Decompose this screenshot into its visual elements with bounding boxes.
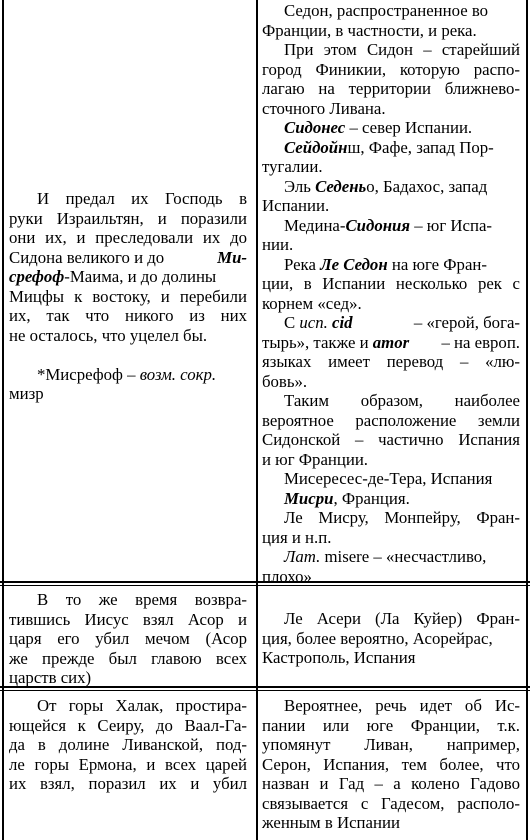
text-line (262, 138, 520, 158)
text-line: сточного Ливана. (262, 98, 386, 118)
text-line: пании или юге Франции, т.к. (262, 715, 520, 735)
text-fragment: -Маима, и до долины (64, 267, 217, 286)
text-line: Сидонской – частично Испания (262, 430, 520, 449)
text-line (9, 267, 247, 287)
text-fragment: Эль (284, 176, 316, 196)
table-row-divider-double (0, 690, 530, 691)
text-line: ция и н.п. (262, 527, 332, 547)
text-fragment: – на европ. (441, 332, 520, 352)
text-line (262, 118, 520, 138)
emphasis-text: Седень (315, 176, 367, 196)
text-line (262, 333, 520, 353)
text-line: упомянут Ливан, например, (262, 735, 520, 754)
text-line: тугалии. (262, 157, 323, 176)
text-line: Седон, распространенное во (284, 1, 489, 20)
emphasis-text: Ле Седон (320, 254, 388, 274)
text-fragment: на юге Фран- (387, 254, 487, 274)
text-fragment: – «герой, бога- (413, 313, 520, 332)
text-line: же прежде был главою всех (9, 648, 247, 668)
text-line: женным в Испании (262, 813, 400, 832)
text-line: В то же время возвра- (37, 590, 247, 609)
text-line (262, 313, 520, 333)
text-line: руки Израильтян, и поразили (9, 208, 247, 228)
text-line: корнем «сед». (262, 293, 362, 313)
note-text: *Мисрефоф – (37, 364, 140, 384)
text-line (262, 547, 520, 567)
emphasis-text: Мисри (284, 488, 334, 508)
text-line (262, 489, 520, 509)
emphasis-text: исп. (299, 313, 328, 332)
text-fragment: Река (284, 254, 321, 274)
emphasis-text: Лат. (284, 547, 321, 566)
text-line: Мицфы к востоку, и перебили (9, 286, 247, 306)
text-fragment: о, Бадахос, запад (366, 176, 488, 196)
text-fragment: С исп. cid (284, 313, 353, 332)
text-line: Серон, Испания, тем более, что (262, 754, 520, 774)
text-line: ция, более вероятно, Асорейрас, (262, 628, 493, 648)
text-line: ле горы Ермона, и всех царей (9, 754, 247, 774)
text-line (262, 216, 520, 236)
spacer (9, 345, 247, 365)
text-line: Вероятнее, речь идет об Ис- (284, 696, 520, 715)
text-line: бовь». (262, 371, 308, 391)
text-line: Испании. (262, 196, 330, 215)
text-line: Кастрополь, Испания (262, 648, 416, 667)
text-line: плохо» (262, 566, 312, 586)
emphasis-text: Сейдойн (284, 137, 348, 157)
text-line: и юг Франции. (262, 449, 369, 469)
text-line: языках имеет перевод – «лю- (262, 352, 520, 371)
note-line: мизр (9, 384, 44, 403)
row2-right-cell (262, 609, 520, 668)
row3-left-cell (9, 696, 247, 794)
text-line: Ле Мисру, Монпейру, Фран- (284, 508, 520, 527)
text-line: город Финикии, которую распо- (262, 59, 520, 79)
row3-right-cell (262, 696, 520, 833)
text-line: Франции, в частности, и река. (262, 20, 477, 40)
text-fragment: misere – «несчастливо, (320, 547, 487, 566)
text-fragment: ш, Фафе, запад Пор- (347, 137, 494, 157)
text-line: связывается с Гадесом, располо- (262, 793, 520, 813)
text-fragment: – юг Испа- (410, 215, 492, 235)
emphasis-text: срефоф (9, 267, 65, 286)
text-line: их, так что никого из них (9, 306, 247, 325)
emphasis-text: Сидонес (284, 118, 346, 137)
row1-left-cell (9, 189, 247, 404)
text-line: царств сих) (9, 668, 92, 687)
text-line: Мисересес-де-Тера, Испания (284, 469, 493, 488)
text-fragment: , Франция. (333, 488, 410, 508)
text-line: да в долине Ливанской, под- (9, 735, 247, 754)
text-line: их взял, поразил их и убил (9, 774, 247, 793)
text-line: нии. (262, 235, 294, 254)
text-line: ции, в Испании несколько рек с (262, 274, 520, 293)
text-line: не осталось, что уцелел бы. (9, 325, 208, 345)
table-border-right (526, 0, 528, 840)
text-line: тившись Иисус взял Асор и (9, 609, 247, 629)
text-fragment: тырь», также и amor (262, 332, 410, 352)
text-line: Таким образом, наиболее (284, 391, 520, 410)
text-line: назван и Гад – а колено Гадово (262, 774, 520, 793)
text-fragment: – север Испании. (349, 118, 473, 137)
note-line (9, 365, 247, 385)
text-line: вероятное расположение земли (262, 410, 520, 430)
text-line: царя его убил мечом (Асор (9, 629, 247, 648)
text-fragment: Медина- (284, 215, 346, 235)
text-line (262, 255, 520, 275)
text-line: они их, и преследовали их до (9, 228, 247, 247)
table-border-left (2, 0, 4, 840)
emphasis-text: Сидония (345, 215, 411, 235)
text-line: И предал их Господь в (37, 189, 247, 208)
emphasis-text: Ми- (217, 247, 247, 267)
text-line (262, 177, 520, 197)
text-line: ющейся к Сеиру, до Ваал-Га- (9, 715, 247, 735)
text-line: Ле Асери (Ла Куйер) Фран- (284, 609, 520, 628)
emphasis-text: cid (332, 313, 353, 332)
text-line: От горы Халак, простира- (37, 696, 247, 715)
text-fragment: Сидона великого и до (9, 247, 165, 267)
text-line: лагаю на территории ближнево- (262, 79, 520, 98)
row2-left-cell (9, 590, 247, 688)
table-column-divider (256, 0, 258, 840)
row1-right-cell (262, 1, 520, 586)
text-line (9, 248, 247, 268)
note-italic: возм. сокр. (139, 364, 217, 384)
text-line: При этом Сидон – старейший (284, 40, 520, 59)
emphasis-text: amor (372, 332, 410, 352)
